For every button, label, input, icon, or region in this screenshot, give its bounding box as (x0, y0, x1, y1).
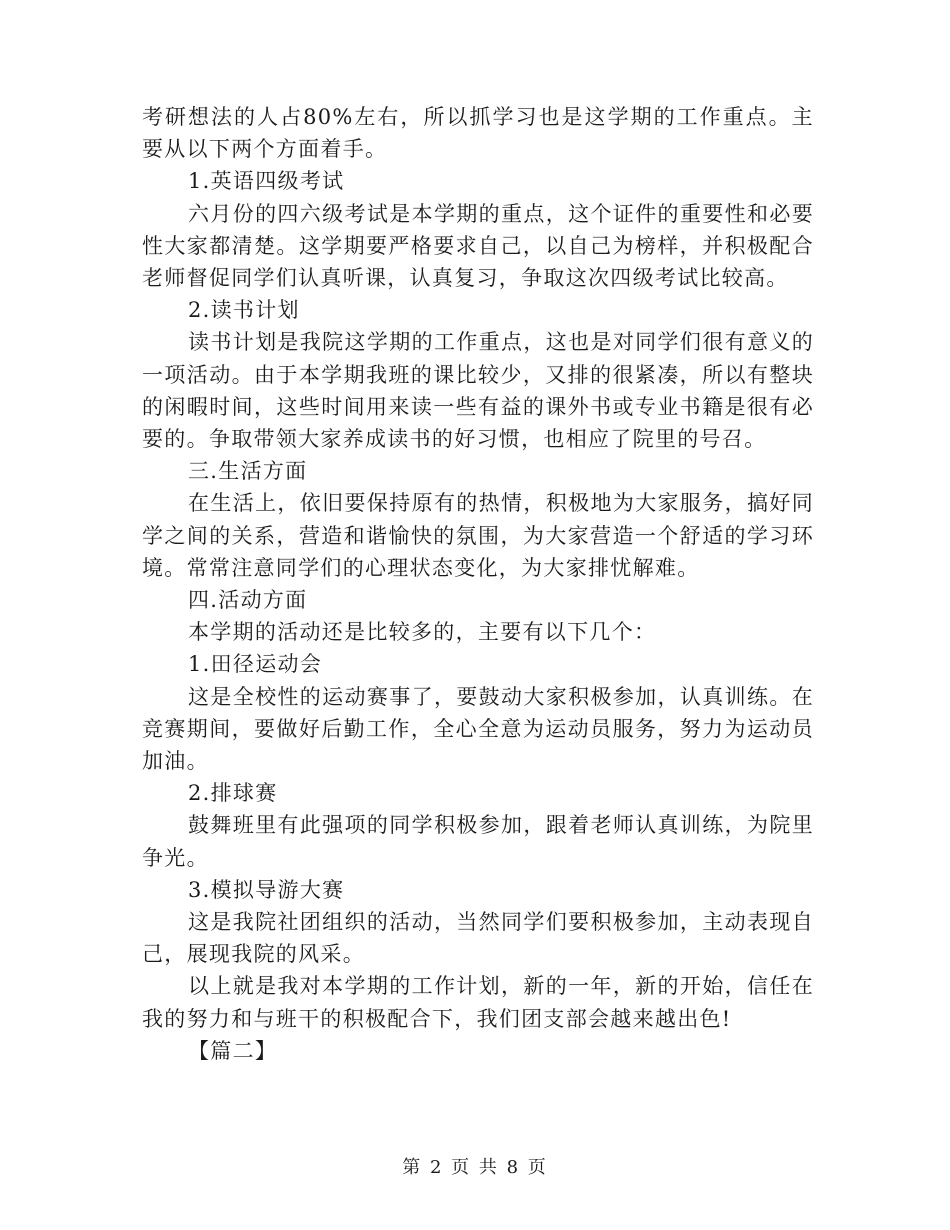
section-heading-tour-guide-contest: 3.模拟导游大赛 (188, 877, 345, 902)
paragraph-reading-plan: 读书计划是我院这学期的工作重点，这也是对同学们很有意义的一项活动。由于本学期我班的课比较少，又排的很紧凑，所以有整块的闲暇时间，这些时间用来读一些有益的课外书或专业书籍是很有必要的。争取带领大家养成读书的好习惯，也相应了院里的号召。 (142, 330, 814, 452)
section-heading-reading-plan: 2.读书计划 (188, 298, 300, 323)
paragraph-conclusion: 以上就是我对本学期的工作计划，新的一年，新的开始，信任在我的努力和与班干的积极配合下，我们团支部会越来越出色! (142, 974, 814, 1031)
section-heading-volleyball: 2.排球赛 (188, 781, 278, 806)
section-heading-life: 三.生活方面 (188, 459, 308, 484)
section-heading-activities: 四.活动方面 (188, 588, 308, 613)
paragraph-life: 在生活上，依旧要保持原有的热情，积极地为大家服务，搞好同学之间的关系，营造和谐愉快的氛围，为大家营造一个舒适的学习环境。常常注意同学们的心理状态变化，为大家排忧解难。 (142, 491, 814, 580)
section-heading-track-meet: 1.田径运动会 (188, 652, 323, 677)
document-body (142, 101, 814, 1067)
section-heading-english-exam: 1.英语四级考试 (188, 169, 345, 194)
paragraph-activities-intro: 本学期的活动还是比较多的，主要有以下几个： (188, 620, 657, 645)
paragraph-volleyball: 鼓舞班里有此强项的同学积极参加，跟着老师认真训练，为院里争光。 (142, 813, 814, 870)
paragraph-track-meet: 这是全校性的运动赛事了，要鼓动大家积极参加，认真训练。在竞赛期间，要做好后勤工作，全心全意为运动员服务，努力为运动员加油。 (142, 684, 814, 774)
paragraph-english-exam: 六月份的四六级考试是本学期的重点，这个证件的重要性和必要性大家都清楚。这学期要严格要求自己，以自己为榜样，并积极配合老师督促同学们认真听课，认真复习，争取这次四级考试比较高。 (142, 201, 814, 291)
page-footer: 第 2 页 共 8 页 (402, 1157, 548, 1178)
section-heading-part-two: 【篇二】 (188, 1038, 278, 1063)
paragraph-tour-guide-contest: 这是我院社团组织的活动，当然同学们要积极参加，主动表现自己，展现我院的风采。 (142, 910, 814, 967)
paragraph-1: 考研想法的人占80%左右，所以抓学习也是这学期的工作重点。主要从以下两个方面着手。 (142, 105, 814, 162)
